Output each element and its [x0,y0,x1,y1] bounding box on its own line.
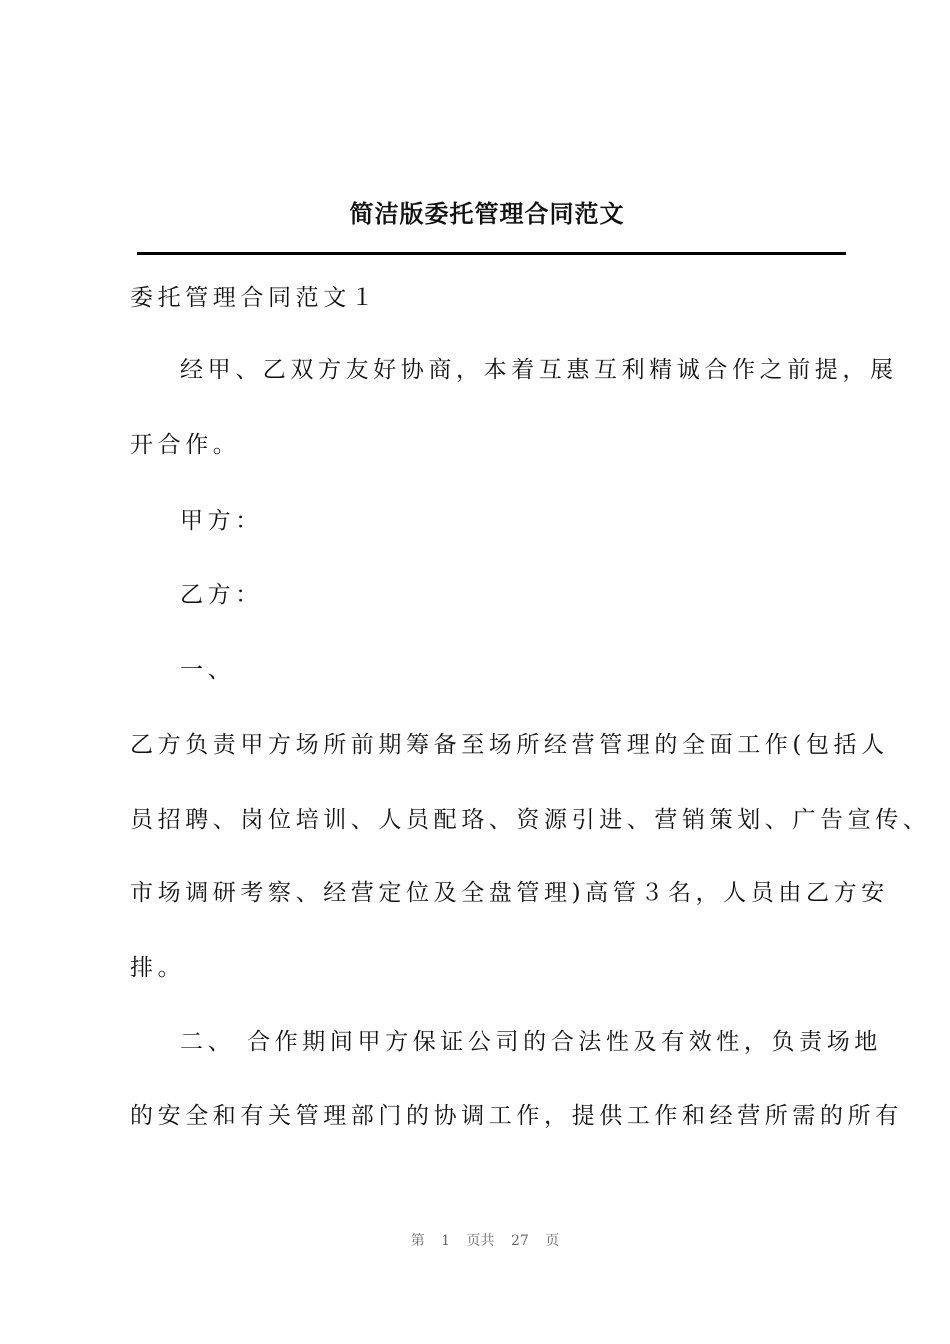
footer-total-pages: 27 [511,1233,529,1249]
page-title: 简洁版委托管理合同范文 [349,199,625,228]
section-heading: 委托管理合同范文１ [130,285,379,311]
paragraph-line: 经甲、乙双方友好协商，本着互惠互利精诚合作之前提，展 [180,357,898,383]
footer-suffix: 页 [545,1233,560,1249]
footer-prefix: 第 [410,1233,425,1249]
paragraph-line: 市场调研考察、经营定位及全盘管理)高管３名，人员由乙方安 [130,880,889,906]
party-a-label: 甲方： [180,508,263,534]
paragraph-line: 员招聘、岗位培训、人员配珞、资源引进、营销策划、广告宣传、 [130,807,931,833]
page-footer [0,1230,950,1250]
paragraph-line: 开合作。 [130,432,241,458]
footer-mid: 页共 [466,1233,495,1249]
paragraph-line: 二、 合作期间甲方保证公司的合法性及有效性，负责场地 [180,1029,882,1055]
title-rule [137,252,846,255]
footer-page-number: 1 [441,1233,451,1249]
paragraph-line: 的安全和有关管理部门的协调工作，提供工作和经营所需的所有 [130,1103,903,1129]
paragraph-line: 排。 [130,955,186,981]
clause-number: 一、 [180,657,236,683]
paragraph-line: 乙方负责甲方场所前期筹备至场所经营管理的全面工作(包括人 [130,732,889,758]
party-b-label: 乙方： [180,582,263,608]
